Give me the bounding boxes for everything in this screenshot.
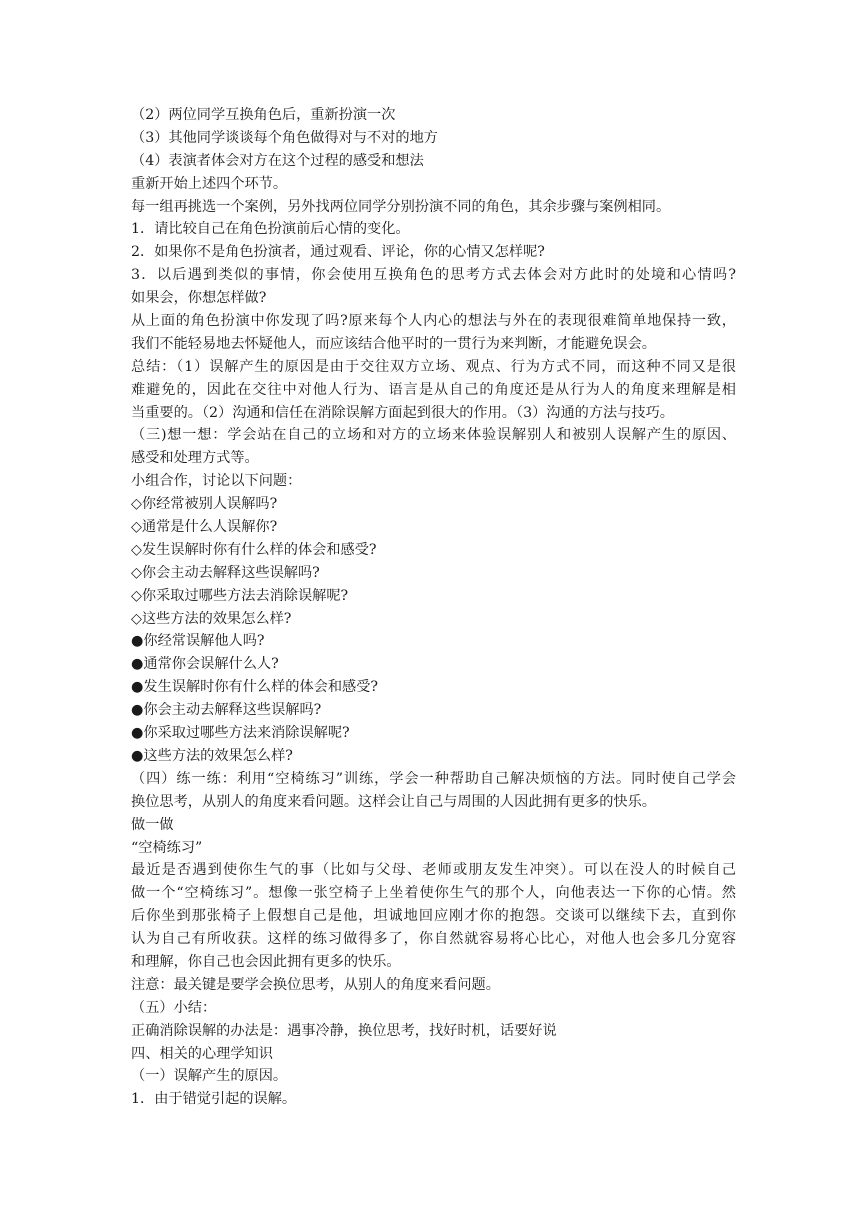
list-item: ●这些方法的效果怎么样? bbox=[131, 747, 293, 764]
text-line: 难避免的，因此在交往中对他人行为、语言是从自己的角度还是从行为人的角度来理解是相 bbox=[131, 381, 736, 398]
list-item: ◇你会主动去解释这些误解吗? bbox=[131, 564, 320, 581]
text-line: 当重要的。（2）沟通和信任在消除误解方面起到很大的作用。（3）沟通的方法与技巧。 bbox=[131, 404, 674, 421]
text-line: 3．以后遇到类似的事情，你会使用互换角色的思考方式去体会对方此时的处境和心情吗? bbox=[131, 267, 736, 284]
section-heading: 做一做 bbox=[131, 816, 174, 833]
text-line: 如果会，你想怎样做? bbox=[131, 290, 267, 307]
section-heading: “空椅练习” bbox=[131, 839, 203, 856]
text-line: 重新开始上述四个环节。 bbox=[131, 175, 288, 192]
text-line: （三)想一想：学会站在自己的立场和对方的立场来体验误解别人和被别人误解产生的原因、 bbox=[131, 427, 736, 444]
text-line: 做一个“空椅练习”。想像一张空椅子上坐着使你生气的那个人，向他表达一下你的心情。然 bbox=[131, 885, 736, 902]
section-heading: 四、相关的心理学知识 bbox=[131, 1045, 273, 1062]
text-line: 1．请比较自己在角色扮演前后心情的变化。 bbox=[131, 221, 410, 238]
text-line: 每一组再挑选一个案例，另外找两位同学分别扮演不同的角色，其余步骤与案例相同。 bbox=[131, 198, 671, 215]
text-line: 认为自己有所收获。这样的练习做得多了，你自然就容易将心比心，对他人也会多几分宽容 bbox=[131, 931, 736, 948]
list-item: ●发生误解时你有什么样的体会和感受? bbox=[131, 679, 378, 696]
document-body bbox=[131, 104, 736, 1111]
text-line: 正确消除误解的办法是：遇事冷静，换位思考，找好时机，话要好说 bbox=[131, 1022, 557, 1039]
list-item: ●你会主动去解释这些误解吗? bbox=[131, 702, 322, 719]
list-item: ●你经常误解他人吗? bbox=[131, 633, 265, 650]
text-line: 感受和处理方式等。 bbox=[131, 450, 259, 467]
text-line: 从上面的角色扮演中你发现了吗?原来每个人内心的想法与外在的表现很难简单地保持一致， bbox=[131, 313, 736, 330]
text-line: 1．由于错觉引起的误解。 bbox=[131, 1091, 297, 1108]
list-item: ◇你经常被别人误解吗? bbox=[131, 496, 278, 513]
text-line: 和理解，你自己也会因此拥有更多的快乐。 bbox=[131, 953, 401, 970]
section-heading: （一）误解产生的原因。 bbox=[131, 1068, 288, 1085]
text-line: 我们不能轻易地去怀疑他人，而应该结合他平时的一贯行为来判断，才能避免误会。 bbox=[131, 335, 656, 352]
text-line: 换位思考，从别人的角度来看问题。这样会让自己与周围的人因此拥有更多的快乐。 bbox=[131, 793, 656, 810]
section-heading: （五）小结： bbox=[131, 999, 217, 1016]
text-line: 总结：（1）误解产生的原因是由于交往双方立场、观点、行为方式不同，而这种不同又是很 bbox=[131, 358, 736, 375]
text-line: （3）其他同学谈谈每个角色做得对与不对的地方 bbox=[131, 129, 438, 146]
text-line: （2）两位同学互换角色后，重新扮演一次 bbox=[131, 107, 396, 123]
text-line: 2．如果你不是角色扮演者，通过观看、评论，你的心情又怎样呢? bbox=[131, 244, 545, 261]
text-line: 注意：最关键是要学会换位思考，从别人的角度来看问题。 bbox=[131, 976, 500, 993]
list-item: ◇通常是什么人误解你? bbox=[131, 519, 278, 536]
text-line: （4）表演者体会对方在这个过程的感受和想法 bbox=[131, 152, 424, 169]
text-line: 后你坐到那张椅子上假想自己是他，坦诚地回应刚才你的抱怨。交谈可以继续下去，直到你 bbox=[131, 908, 736, 925]
list-item: ◇你采取过哪些方法去消除误解呢? bbox=[131, 587, 349, 604]
text-line: 小组合作，讨论以下问题： bbox=[131, 473, 302, 490]
text-line: （四）练一练：利用“空椅练习”训练，学会一种帮助自己解决烦恼的方法。同时使自己学会 bbox=[131, 770, 736, 787]
list-item: ●通常你会误解什么人? bbox=[131, 656, 279, 673]
list-item: ◇这些方法的效果怎么样? bbox=[131, 610, 292, 627]
text-line: 最近是否遇到使你生气的事（比如与父母、老师或朋友发生冲突）。可以在没人的时候自己 bbox=[131, 862, 736, 879]
list-item: ◇发生误解时你有什么样的体会和感受? bbox=[131, 541, 377, 558]
list-item: ●你采取过哪些方法来消除误解呢? bbox=[131, 725, 350, 742]
